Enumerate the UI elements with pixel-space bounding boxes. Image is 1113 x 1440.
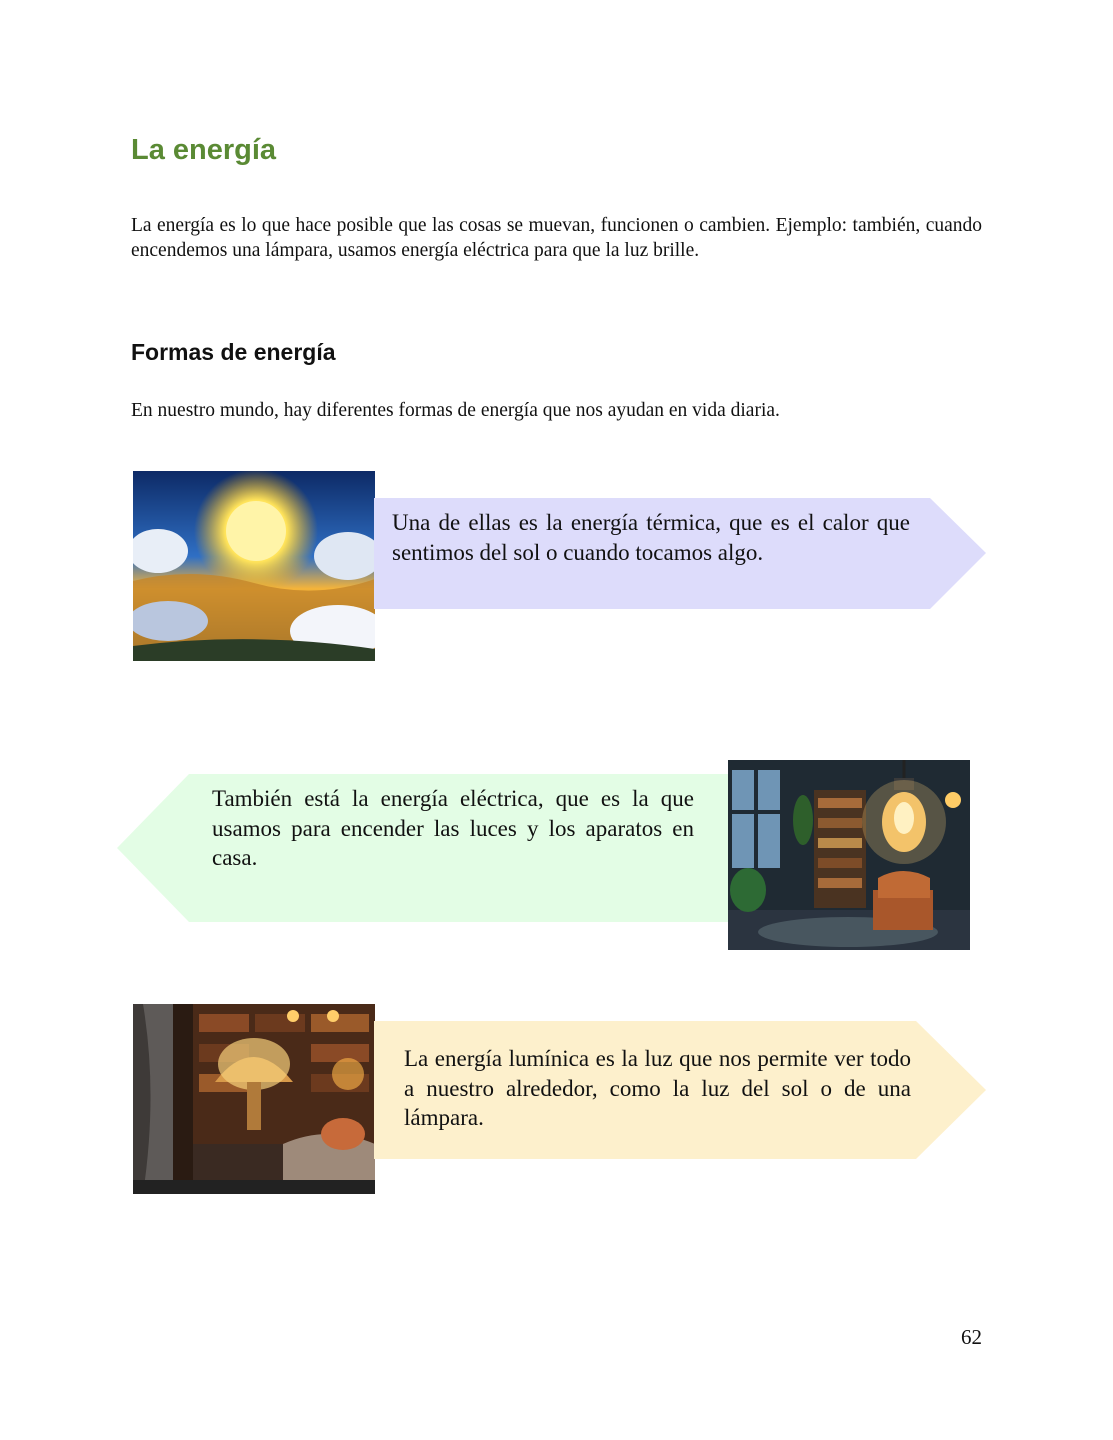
reading-room-lamp-image bbox=[133, 1004, 375, 1194]
intro-paragraph: La energía es lo que hace posible que las cosas se muevan, funcionen o cambien. Ejemplo: también, cuando encendemos una lámpara, usamos energía eléctrica para que la luz brille. bbox=[131, 215, 982, 261]
page-title: La energía bbox=[131, 134, 277, 166]
page-number: 62 bbox=[961, 1325, 982, 1349]
electric-energy-text: También está la energía eléctrica, que es la que usamos para encender las luces y los aparatos en casa. bbox=[212, 786, 694, 870]
light-energy-text: La energía lumínica es la luz que nos permite ver todo a nuestro alrededor, como la luz del sol o de una lámpara. bbox=[404, 1046, 911, 1130]
sun-clouds-image bbox=[133, 471, 375, 661]
card-text: Una de ellas es la energía térmica, que es el calor que sentimos del sol o cuando tocamos algo. bbox=[392, 510, 910, 565]
thermal-energy-text bbox=[392, 508, 910, 581]
section-lead-paragraph: En nuestro mundo, hay diferentes formas de energía que nos ayudan en vida diaria. bbox=[131, 400, 780, 421]
section-heading: Formas de energía bbox=[131, 339, 336, 365]
living-room-image bbox=[728, 760, 970, 950]
